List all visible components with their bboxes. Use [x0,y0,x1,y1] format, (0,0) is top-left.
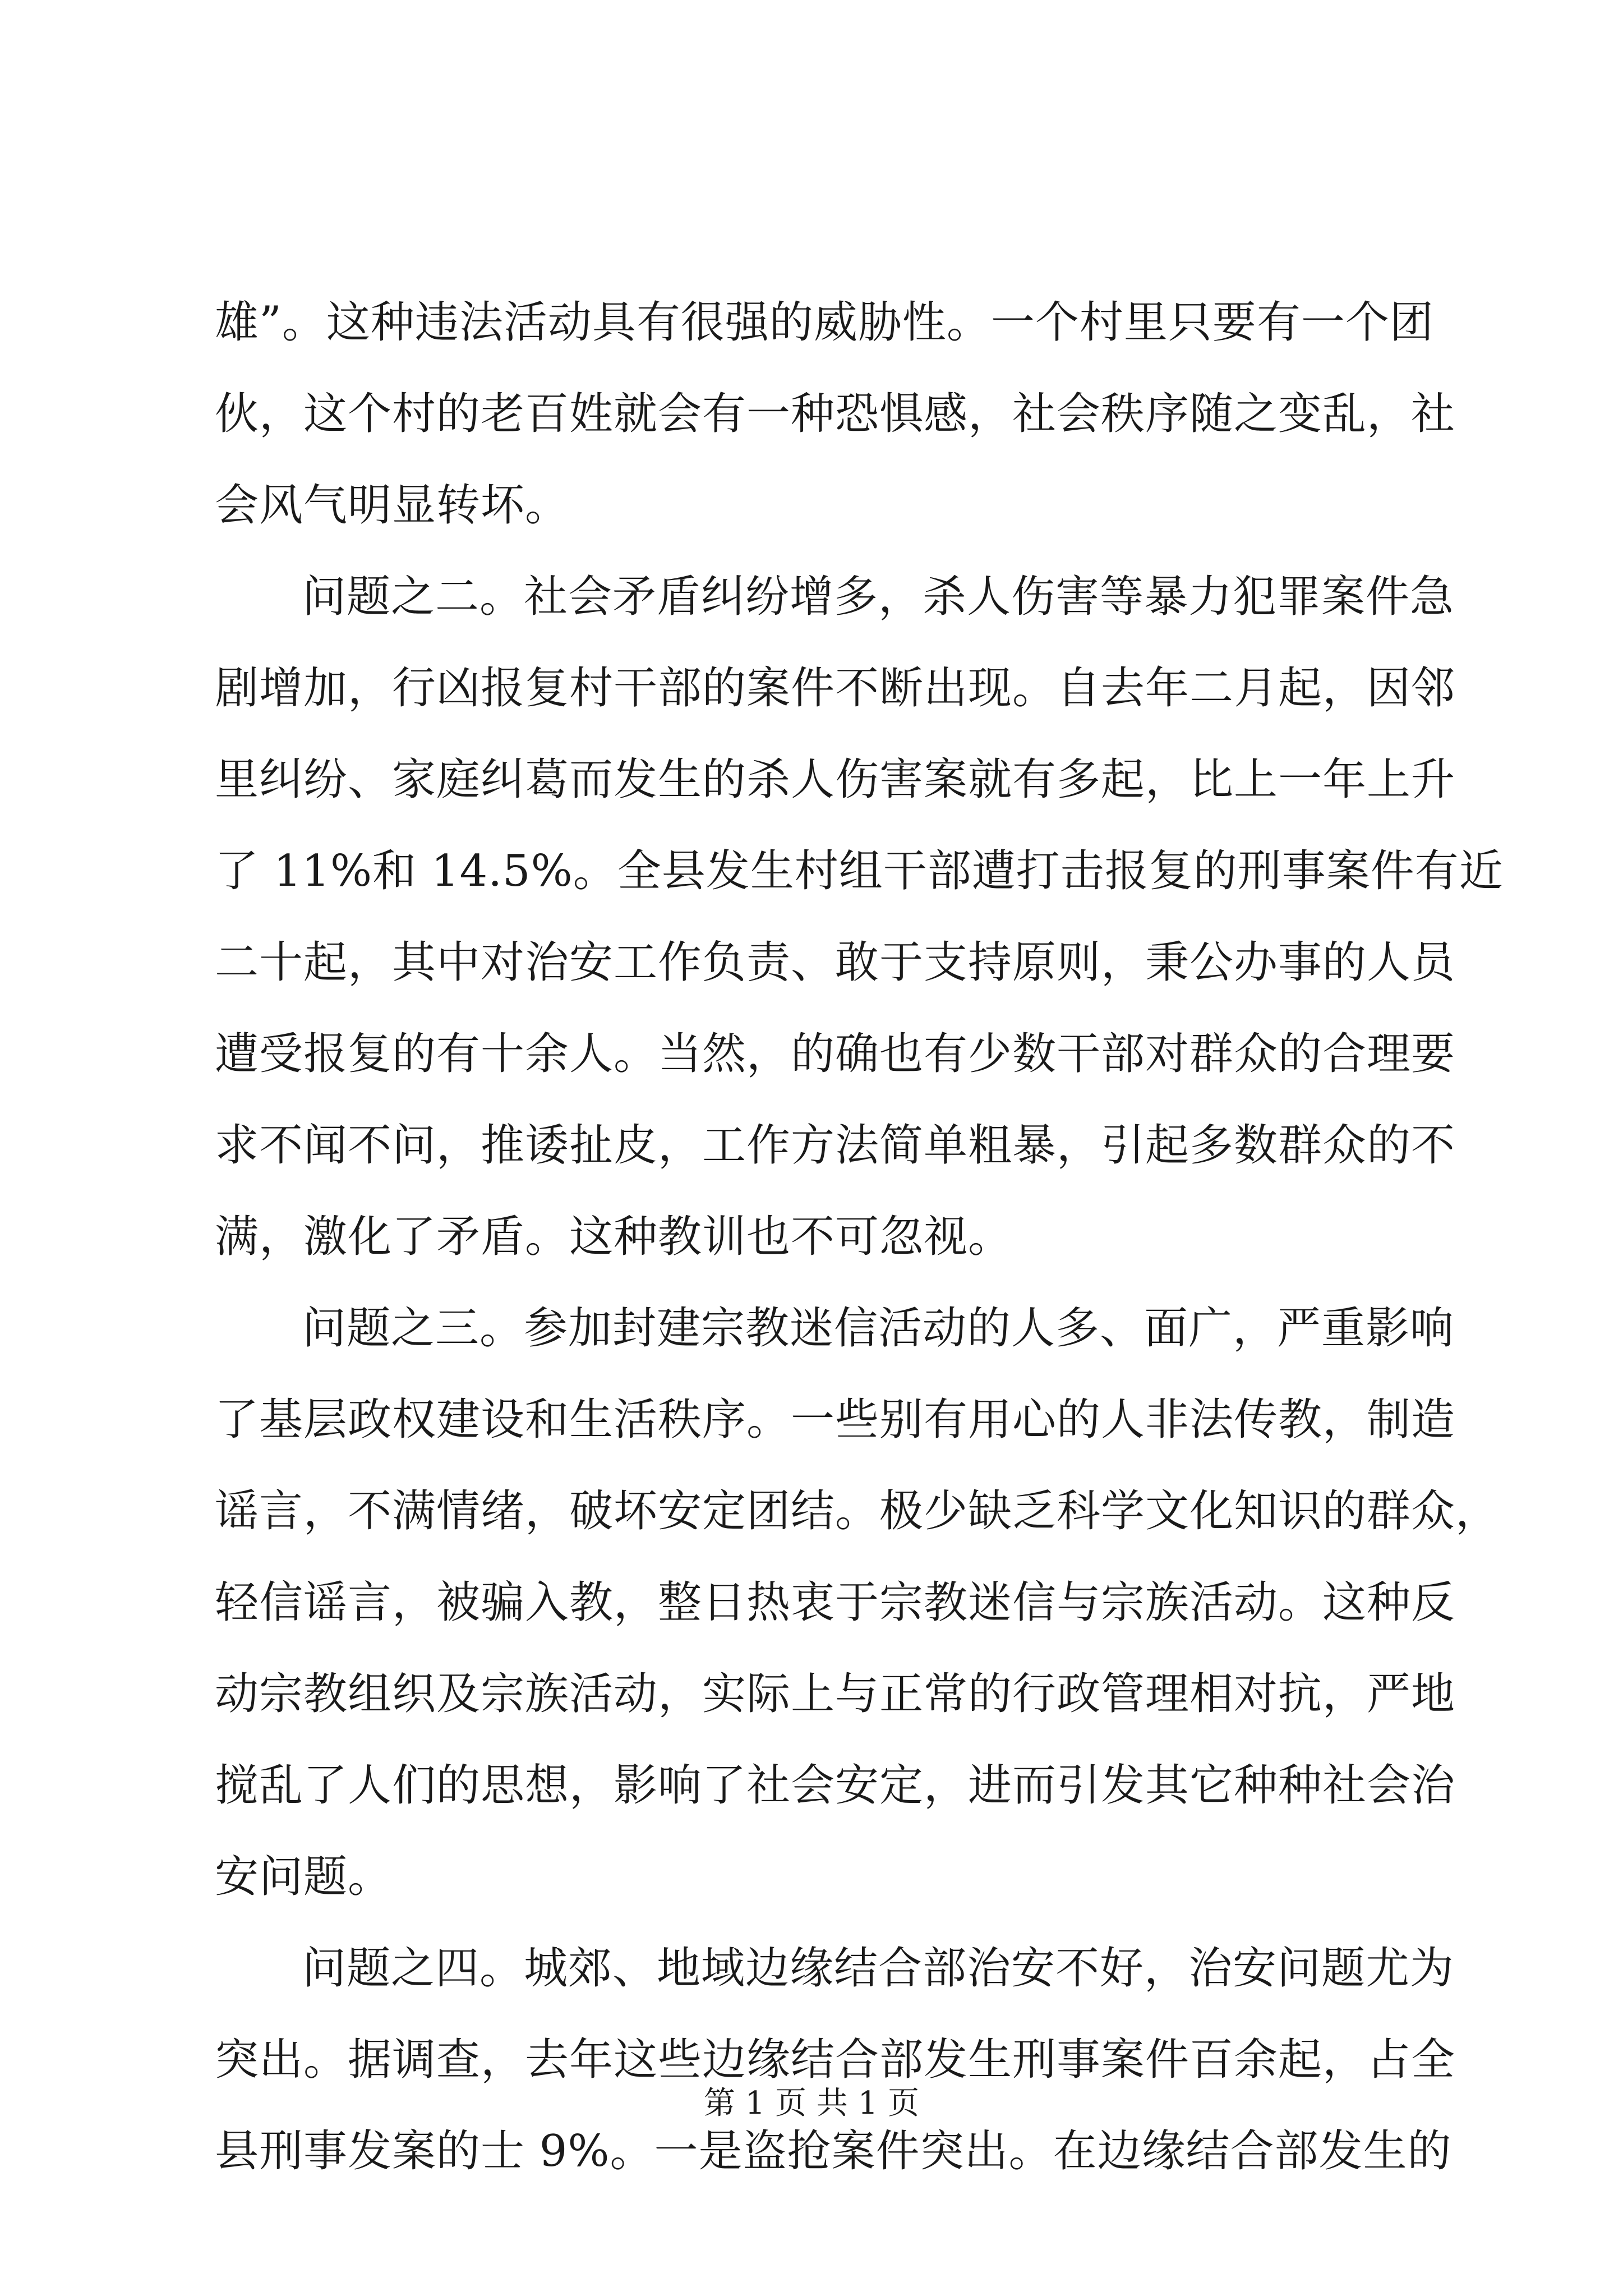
text-line: 求不闻不问，推诿扯皮，工作方法简单粗暴，引起多数群众的不 [215,1120,1456,1171]
text-line: 遭受报复的有十余人。当然，的确也有少数干部对群众的合理要 [215,1029,1456,1079]
text-line: 轻信谣言，被骗入教，整日热衷于宗教迷信与宗族活动。这种反 [215,1577,1456,1628]
text-line: 了基层政权建设和生活秩序。一些别有用心的人非法传教，制造 [215,1395,1456,1445]
text-line: 里纠纷、家庭纠葛而发生的杀人伤害案就有多起，比上一年上升 [215,754,1456,805]
text-line: 搅乱了人们的思想，影响了社会安定，进而引发其它种种社会治 [215,1760,1456,1811]
text-line: 满，激化了矛盾。这种教训也不可忽视。 [215,1212,1013,1262]
text-line: 二十起，其中对治安工作负责、敢于支持原则，秉公办事的人员 [215,937,1456,988]
text-line: 谣言，不满情绪，破坏安定团结。极少缺乏科学文化知识的群众， [215,1486,1500,1536]
text-line: 突出。据调查，去年这些边缘结合部发生刑事案件百余起，占全 [215,2035,1456,2085]
text-line: 动宗教组织及宗族活动，实际上与正常的行政管理相对抗，严地 [215,1669,1456,1719]
text-line: 县刑事发案的士 9%。一是盗抢案件突出。在边缘结合部发生的 [215,2126,1452,2177]
text-line: 安问题。 [215,1852,393,1902]
paragraph-start-line: 问题之三。参加封建宗教迷信活动的人多、面广，严重影响 [302,1303,1455,1354]
text-line: 雄”。这种违法活动具有很强的威胁性。一个村里只要有一个团 [215,297,1434,348]
page-footer: 第 1 页 共 1 页 [703,2085,920,2122]
paragraph-start-line: 问题之二。社会矛盾纠纷增多，杀人伤害等暴力犯罪案件急 [302,572,1455,622]
text-line: 会风气明显转坏。 [215,480,570,531]
text-line: 伙，这个村的老百姓就会有一种恐惧感，社会秩序随之变乱，社 [215,389,1456,439]
text-line: 了 11%和 14.5%。全县发生村组干部遭打击报复的刑事案件有近 [215,846,1504,896]
paragraph-start-line: 问题之四。城郊、地域边缘结合部治安不好，治安问题尤为 [302,1943,1455,1994]
text-line: 剧增加，行凶报复村干部的案件不断出现。自去年二月起，因邻 [215,663,1456,714]
